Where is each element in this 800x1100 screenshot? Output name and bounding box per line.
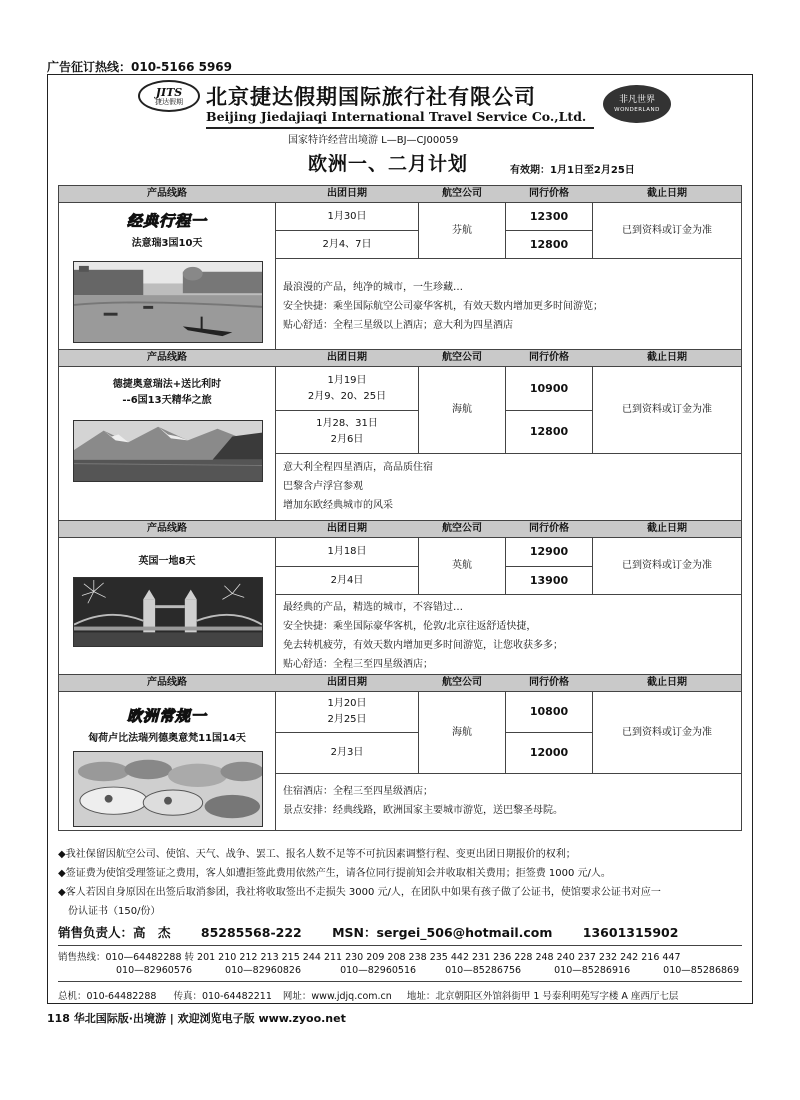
departure-date: 2月6日 [330,434,364,445]
tour-tagline: 经典行程一 [126,212,207,230]
header-airline: 航空公司 [442,188,482,199]
airline: 海航 [452,404,472,415]
airline: 芬航 [452,224,472,236]
tower-bridge-photo [73,577,263,647]
trade-price: 10900 [529,381,569,395]
badge-text-en: WONDERLAND [614,106,660,113]
divider [58,981,742,982]
company-contact-info [58,988,678,1002]
tour-route-subtitle: --6国13天精华之旅 [122,395,212,406]
header-airline: 航空公司 [442,523,482,534]
tour-route: 法意瑞3国10天 [131,238,203,249]
header-airline: 航空公司 [442,352,482,363]
table-header [59,186,741,203]
sales-hotlines [58,951,739,977]
trade-price: 12900 [529,545,569,558]
header-route: 产品线路 [147,188,187,199]
trade-price: 12000 [529,746,569,759]
deadline: 已到资料或订金为准 [622,224,712,236]
description-line: 意大利全程四星酒店，高品质住宿 [283,462,433,473]
header-price: 同行价格 [529,677,569,688]
fax: 传真：010-64482211 [173,991,272,1002]
license-number: 国家特许经营出境游 L—BJ—CJ00059 [288,135,459,146]
page-footer: 118 华北国际版·出境游 | 欢迎浏览电子版 www.zyoo.net [47,1012,346,1025]
header-deadline: 截止日期 [647,188,687,199]
badge-text-cn: 非凡世界 [618,94,655,105]
departure-date: 2月4日 [330,574,364,586]
header-deadline: 截止日期 [647,523,687,534]
departure-date: 1月18日 [327,546,367,557]
description-line: 最浪漫的产品，纯净的城市，一生珍藏… [283,282,463,293]
table-header [59,350,741,367]
deadline: 已到资料或订金为准 [622,404,712,415]
description-line: 安全快捷：乘坐国际豪华客机，伦敦/北京往返舒适快捷， [283,621,537,632]
header-date: 出团日期 [327,523,367,534]
description-line: 贴心舒适：全程三星级以上酒店；意大利为四星酒店 [283,320,513,331]
hotline-number: 010—85286756 [445,965,522,976]
tour-description [283,598,563,674]
description-line: 景点安排：经典线路，欧洲国家主要城市游览，送巴黎圣母院。 [283,805,563,816]
logo-text: JITS [155,85,183,99]
table-header [59,675,741,692]
note-item: ◆签证费为使馆受理签证之费用，客人如遭拒签此费用依然产生，请各位同行提前知会并收取相关费用；拒签费 1000 元/人。 [58,868,611,879]
trade-price: 10800 [529,705,569,718]
header-price: 同行价格 [529,352,569,363]
website: 网址：www.jdjq.com.cn [282,991,392,1002]
airline: 英航 [452,560,472,571]
header-date: 出团日期 [327,352,367,363]
trade-price: 12300 [529,209,569,223]
header-price: 同行价格 [529,523,569,534]
departure-date: 1月20日 [327,698,367,709]
company-logo [138,80,200,112]
airline: 海航 [452,726,472,738]
header-deadline: 截止日期 [647,352,687,363]
tour-section-3 [58,520,742,675]
header-deadline: 截止日期 [647,677,687,688]
hotline-row: 销售热线：010—64482288 转 201 210 212 213 215 244 211 230 209 208 238 235 442 231 236 228 248 240 237 232 242 216 447 [58,952,681,963]
header-date: 出团日期 [327,188,367,199]
trade-price: 13900 [529,573,569,587]
description-line: 贴心舒适：全程三至四星级酒店； [283,659,433,670]
wonderland-badge [603,85,671,123]
trade-price: 12800 [529,237,569,251]
hotline-number: 010—82960826 [225,965,302,976]
divider [206,127,594,129]
hotline-row [58,964,739,977]
description-line: 增加东欧经典城市的风采 [283,500,393,511]
hotline-number: 010—82960516 [340,965,417,976]
departure-date: 1月19日 [327,374,367,386]
header-date: 出团日期 [327,677,367,688]
tour-route: 匈荷卢比法瑞列德奥意梵11国14天 [88,733,246,744]
departure-date: 2月25日 [327,714,367,725]
trade-price: 12800 [529,425,569,438]
sales-phone: 85285568-222 [200,925,302,940]
tour-route: 英国一地8天 [138,556,196,567]
tour-description [283,458,433,515]
header-route: 产品线路 [147,677,187,688]
plan-title: 欧洲一、二月计划 [308,153,469,175]
validity-period: 有效期：1月1日至2月25日 [510,165,635,176]
header-route: 产品线路 [147,523,187,534]
description-line: 住宿酒店：全程三至四星级酒店； [283,786,433,797]
note-item: ◆客人若因自身原因在出签后取消参团，我社将收取签出不走损失 3000 元/人，在团队中如果有孩子做了公证书，使馆要求公证书对应一 [58,887,661,898]
advert-frame [47,74,753,1004]
sales-mobile: 13601315902 [582,925,679,940]
deadline: 已到资料或订金为准 [622,726,712,738]
tour-description [283,782,563,820]
ad-hotline: 广告征订热线：010-5166 5969 [47,60,233,74]
company-name-cn: 北京捷达假期国际旅行社有限公司 [206,85,536,109]
description-line: 免去转机疲劳，有效天数内增加更多时间游览，让您收获多多； [283,640,563,651]
departure-date: 2月3日 [330,747,364,758]
description-line: 最经典的产品，精选的城市，不容错过… [283,602,463,613]
venice-photo [73,261,263,343]
departure-date: 2月4、7日 [322,238,372,250]
tour-route: 德捷奥意瑞法+送比利时 [112,379,222,390]
header-airline: 航空公司 [442,677,482,688]
tour-tagline: 欧洲常规一 [126,707,207,725]
tour-section-4 [58,674,742,831]
company-name-en: Beijing Jiedajiaqi International Travel Service Co.,Ltd. [206,109,587,124]
hotline-number: 010—85286916 [554,965,631,976]
note-item: ◆我社保留因航空公司、使馆、天气、战争、罢工、报名人数不足等不可抗因素调整行程、变更出团日期报价的权利； [58,849,576,860]
hotline-number: 010—82960576 [116,965,192,976]
departure-date: 1月30日 [327,210,367,222]
deadline: 已到资料或订金为准 [622,560,712,571]
departure-date: 2月9、20、25日 [307,390,387,402]
sales-msn: MSN：sergei_506@hotmail.com [332,925,553,940]
departure-dates [276,367,418,410]
description-line: 安全快捷：乘坐国际航空公司豪华客机，有效天数内增加更多时间游览； [283,301,603,312]
header-price: 同行价格 [529,188,569,199]
description-line: 巴黎含卢浮宫参观 [283,481,363,492]
tour-section-2 [58,349,742,521]
sales-manager: 销售负责人：高 杰 [58,925,171,940]
sales-contact [58,923,704,941]
address: 地址：北京朝阳区外馆斜街甲 1 号泰利明苑写字楼 A 座西厅七层 [406,991,679,1002]
table-header [59,521,741,538]
divider [58,945,742,946]
tour-description [283,278,603,335]
hotline-number: 010—85286869 [663,965,740,976]
departure-date: 1月28、31日 [316,418,378,429]
alps-photo [73,420,263,482]
main-phone: 总机：010-64482288 [58,991,157,1002]
clogs-photo [73,751,263,827]
logo-subtext: 捷达假期 [155,97,183,106]
header-route: 产品线路 [147,352,187,363]
tour-section-1 [58,185,742,350]
departure-dates [276,692,418,732]
note-item: 份认证书（150/份） [68,906,161,917]
terms-notes [58,845,748,921]
departure-dates [276,411,418,453]
